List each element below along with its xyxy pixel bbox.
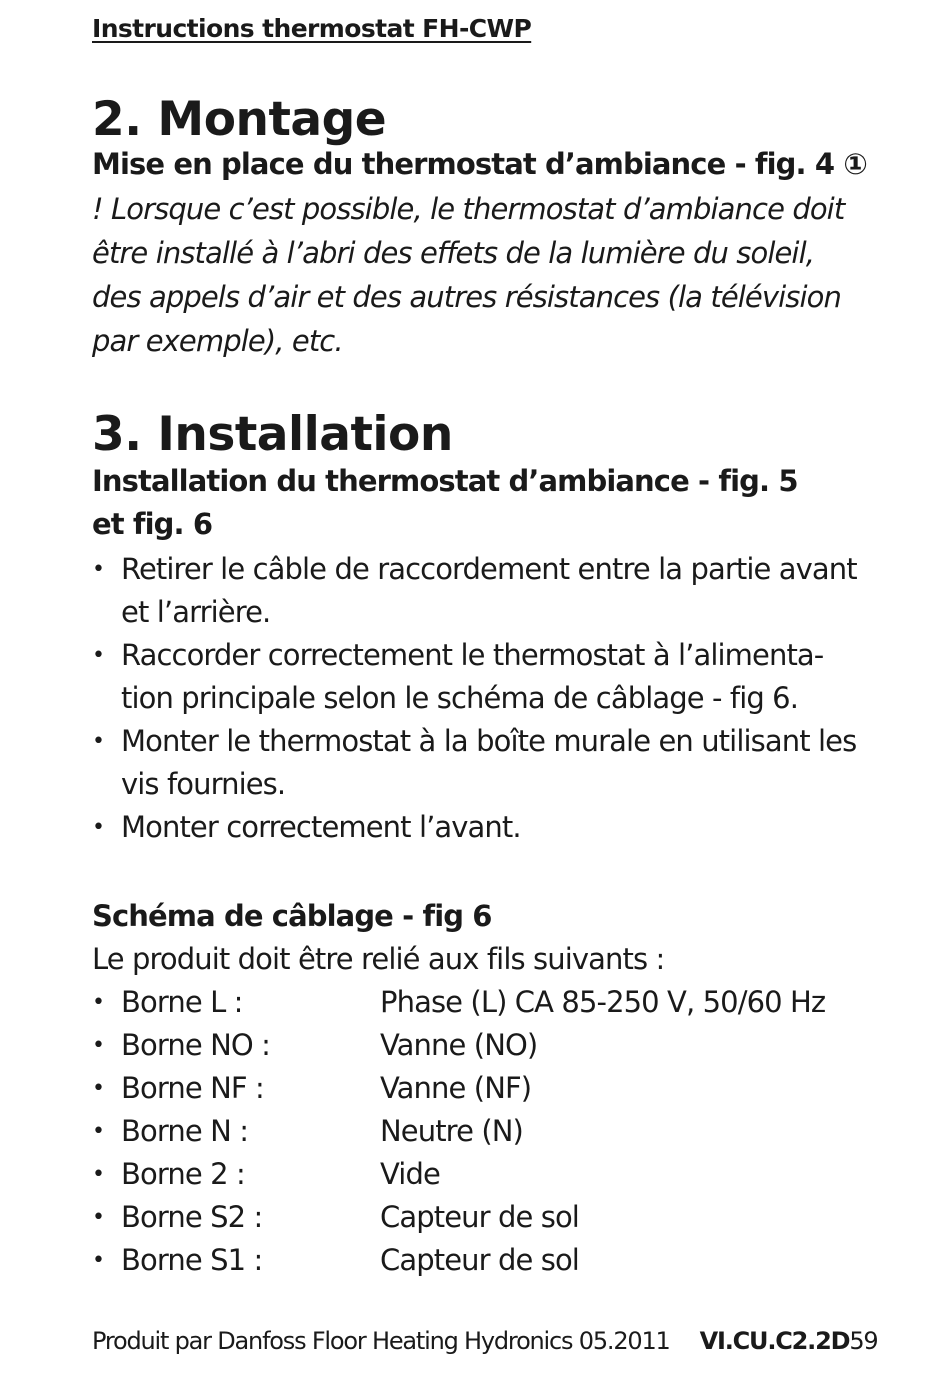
terminal-label: • Borne S2 : [121, 1200, 263, 1234]
warning-note: ! Lorsque c’est possible, le thermostat d’ambiance doit être installé à l’abri des effets de la lumière du soleil, des appels d’air et des autres résistances (la télévision par exemple), etc. [92, 192, 845, 358]
footer-producer: Produit par Danfoss Floor Heating Hydronics 05.2011 [92, 1327, 670, 1355]
list-item: • Monter le thermostat à la boîte murale en utilisant les vis fournies. [92, 720, 872, 806]
footer-doc-code: VI.CU.C2.2D [699, 1327, 850, 1355]
section-heading-installation: 3. Installation [92, 407, 453, 462]
terminal-connection: Capteur de sol [380, 1243, 579, 1277]
terminal-connection: Phase (L) CA 85-250 V, 50/60 Hz [380, 985, 826, 1019]
wiring-intro: Le produit doit être relié aux fils suivants : [92, 942, 665, 976]
page-footer [92, 1327, 878, 1355]
running-title: Instructions thermostat FH-CWP [92, 14, 532, 43]
terminal-label: • Borne L : [121, 985, 243, 1019]
terminal-connection: Vanne (NO) [380, 1028, 538, 1062]
subheading-installation: Installation du thermostat d’ambiance - fig. 5 et fig. 6 [92, 464, 798, 541]
list-item: • Monter correctement l’avant. [92, 806, 872, 849]
table-row [92, 1153, 872, 1196]
table-row [92, 1110, 872, 1153]
table-row [92, 1067, 872, 1110]
table-row [92, 1239, 872, 1282]
table-row [92, 981, 872, 1024]
terminal-label: • Borne 2 : [121, 1157, 245, 1191]
wiring-terminals [92, 981, 872, 1282]
subheading-wiring: Schéma de câblage - fig 6 [92, 899, 492, 933]
list-item: • Raccorder correctement le thermostat à l’alimenta-tion principale selon le schéma de câblage - fig 6. [92, 634, 872, 720]
page-number: 59 [849, 1327, 878, 1355]
list-item: • Retirer le câble de raccordement entre la partie avant et l’arrière. [92, 548, 872, 634]
section-heading-montage: 2. Montage [92, 92, 387, 147]
terminal-connection: Vide [380, 1157, 440, 1191]
terminal-connection: Vanne (NF) [380, 1071, 532, 1105]
terminal-connection: Capteur de sol [380, 1200, 579, 1234]
terminal-label: • Borne S1 : [121, 1243, 263, 1277]
installation-steps [92, 548, 872, 849]
table-row [92, 1024, 872, 1067]
terminal-connection: Neutre (N) [380, 1114, 523, 1148]
table-row [92, 1196, 872, 1239]
terminal-label: • Borne NF : [121, 1071, 264, 1105]
terminal-label: • Borne N : [121, 1114, 249, 1148]
terminal-label: • Borne NO : [121, 1028, 270, 1062]
subheading-mise-en-place: Mise en place du thermostat d’ambiance - fig. 4 ① [92, 147, 867, 181]
